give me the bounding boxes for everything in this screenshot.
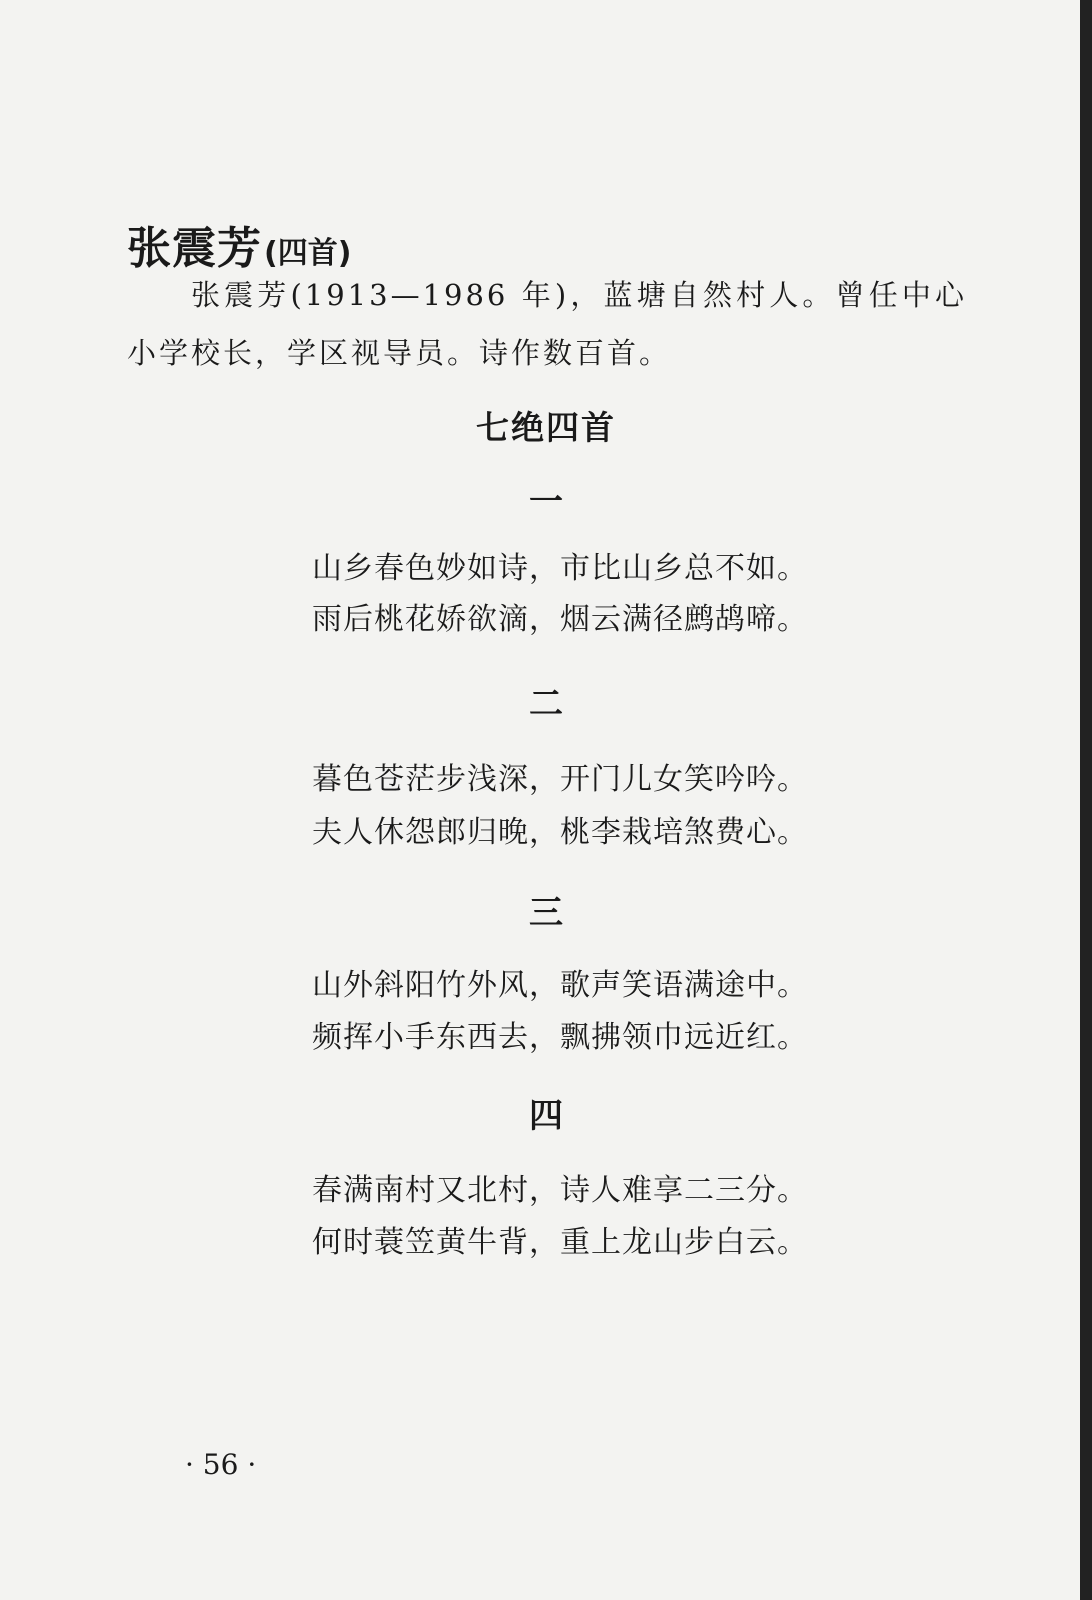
poem-3-line-2: 频挥小手东西去，飘拂领巾远近红。 [312, 1020, 808, 1055]
poem-numeral-2: 二 [529, 684, 563, 724]
author-name: 张震芳 [127, 223, 262, 274]
poem-4-line-1: 春满南村又北村，诗人难享二三分。 [312, 1173, 808, 1208]
poem-numeral-3: 三 [529, 893, 563, 933]
poem-4-line-2: 何时蓑笠黄牛背，重上龙山步白云。 [312, 1225, 808, 1260]
poem-1-line-2: 雨后桃花娇欲滴，烟云满径鹧鸪啼。 [312, 602, 808, 637]
author-bio: 张震芳(1913—1986 年)，蓝塘自然村人。曾任中心小学校长，学区视导员。诗作数百首。 [127, 278, 967, 370]
poem-numeral-1: 一 [529, 482, 563, 522]
poem-3-line-1: 山外斜阳竹外风，歌声笑语满途中。 [312, 968, 808, 1003]
poem-2-line-2: 夫人休怨郎归晚，桃李栽培煞费心。 [312, 815, 808, 850]
poem-numeral-4: 四 [529, 1096, 563, 1136]
page-number: · 56 · [185, 1448, 257, 1481]
poem-2-line-1: 暮色苍茫步浅深，开门儿女笑吟吟。 [312, 762, 808, 797]
poem-1-line-1: 山乡春色妙如诗，市比山乡总不如。 [312, 551, 808, 586]
scan-edge [1080, 0, 1092, 1600]
poem-count: (四首) [264, 236, 352, 271]
poem-group-title: 七绝四首 [476, 408, 616, 447]
